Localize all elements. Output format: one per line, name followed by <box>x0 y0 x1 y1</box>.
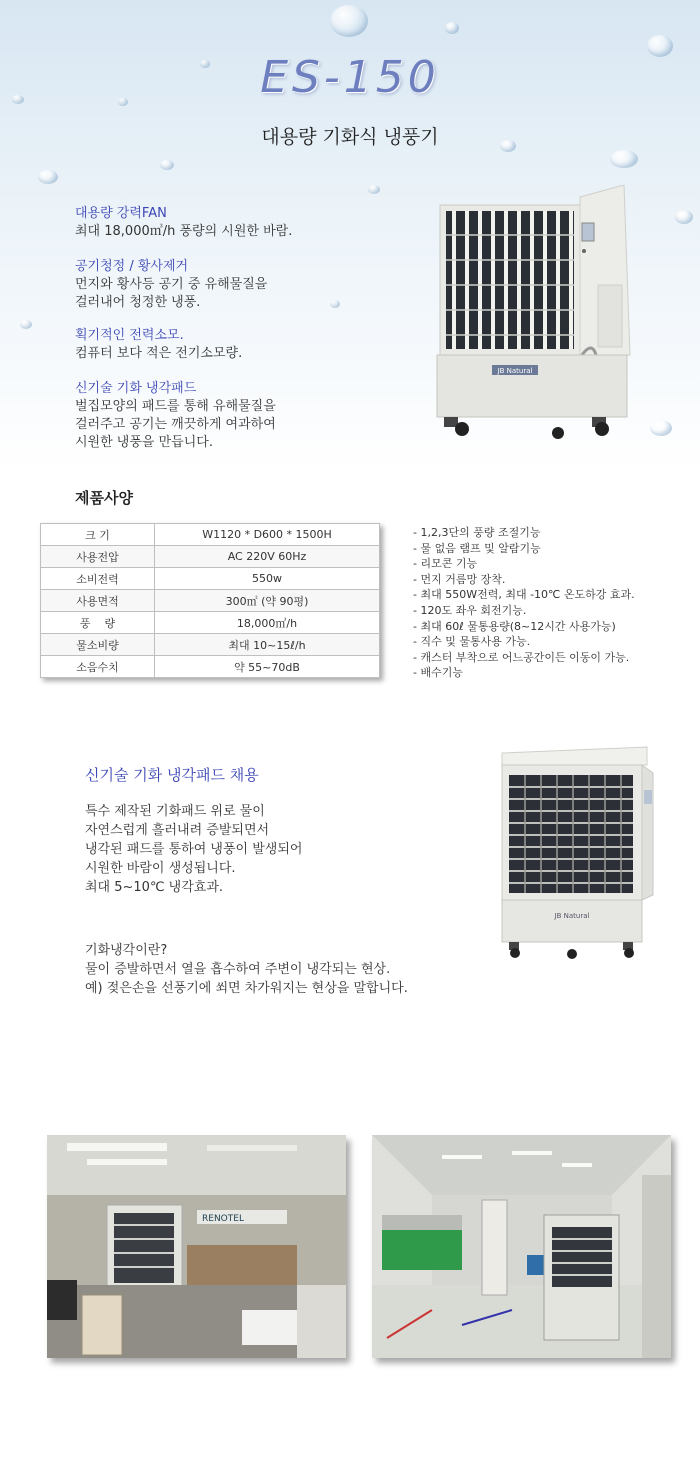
spec-key: 소비전력 <box>41 568 155 590</box>
list-item: - 배수기능 <box>413 666 463 680</box>
list-item: - 최대 60ℓ 물통용량(8~12시간 사용가능) <box>413 619 616 633</box>
spec-value: 550w <box>155 568 380 590</box>
water-drop <box>20 320 32 329</box>
table-row <box>41 612 380 634</box>
hero-banner <box>0 0 700 470</box>
list-item: - 물 없음 램프 및 알람기능 <box>413 541 541 555</box>
evaporative-cooling-explanation: 기화냉각이란? 물이 증발하면서 열을 흡수하여 주변이 냉각되는 현상. 예) 젖은손을 선풍기에 쐬면 차가워지는 현상을 말합니다. <box>85 943 408 996</box>
product-image <box>432 185 637 440</box>
table-row <box>41 546 380 568</box>
product-image-front <box>497 745 657 960</box>
water-drop <box>610 150 638 168</box>
feature-heading: 획기적인 전력소모. <box>75 328 184 343</box>
spec-value: AC 220V 60Hz <box>155 546 380 568</box>
feature-text: 먼지와 황사등 공기 중 유해물질을 걸러내어 청정한 냉풍. <box>75 277 268 310</box>
spec-key: 소음수치 <box>41 656 155 678</box>
table-row <box>41 568 380 590</box>
list-item: - 최대 550W전력, 최대 -10℃ 온도하강 효과. <box>413 588 635 602</box>
list-item: - 먼지 거름망 장착. <box>413 572 506 586</box>
spec-key: 사용전압 <box>41 546 155 568</box>
spec-value: 최대 10~15ℓ/h <box>155 634 380 656</box>
product-label: JB Natural <box>497 367 533 375</box>
list-item: - 캐스터 부착으로 어느공간이든 이동이 가능. <box>413 650 630 664</box>
list-item: - 직수 및 물통사용 가능. <box>413 635 531 649</box>
water-drop <box>650 420 672 436</box>
feature-fan <box>75 205 415 241</box>
feature-air-purify <box>75 258 415 312</box>
spec-table <box>40 523 380 678</box>
spec-key: 물소비량 <box>41 634 155 656</box>
water-drop <box>160 160 174 170</box>
spec-value: 18,000㎥/h <box>155 612 380 634</box>
list-item: - 120도 좌우 회전기능. <box>413 603 527 617</box>
cooling-pad-title: 신기술 기화 냉각패드 채용 <box>85 766 259 784</box>
spec-title: 제품사양 <box>75 489 133 507</box>
feature-heading: 공기청정 / 황사제거 <box>75 259 189 274</box>
feature-text: 벌집모양의 패드를 통해 유해물질을 걸러주고 공기는 깨끗하게 여과하여 시원한 냉풍을 만듭니다. <box>75 399 276 450</box>
installation-photo-factory <box>372 1135 671 1358</box>
spec-key: 크 기 <box>41 524 155 546</box>
feature-notes-list <box>413 525 635 681</box>
model-title: ES-150 <box>260 52 440 103</box>
wall-sign: RENOTEL <box>202 1214 244 1224</box>
table-row <box>41 656 380 678</box>
feature-power <box>75 327 415 363</box>
feature-heading: 대용량 강력FAN <box>75 206 167 221</box>
water-drop <box>368 185 380 194</box>
water-drop <box>445 22 459 34</box>
table-row <box>41 634 380 656</box>
spec-key: 풍 량 <box>41 612 155 634</box>
table-row <box>41 590 380 612</box>
spec-value: 약 55~70dB <box>155 656 380 678</box>
feature-text: 최대 18,000㎥/h 풍량의 시원한 바람. <box>75 224 293 239</box>
product-label: JB Natural <box>554 912 590 920</box>
water-drop <box>675 210 693 224</box>
table-row <box>41 524 380 546</box>
water-drop <box>38 170 58 184</box>
water-drop <box>330 5 368 37</box>
spec-value: 300㎡ (약 90평) <box>155 590 380 612</box>
list-item: - 리모콘 기능 <box>413 557 478 571</box>
installation-photo-office <box>47 1135 346 1358</box>
list-item: - 1,2,3단의 풍량 조절기능 <box>413 526 541 539</box>
product-subtitle: 대용량 기화식 냉풍기 <box>261 126 439 148</box>
spec-key: 사용면적 <box>41 590 155 612</box>
feature-text: 컴퓨터 보다 적은 전기소모량. <box>75 346 243 361</box>
feature-cooling-pad <box>75 380 415 452</box>
feature-heading: 신기술 기화 냉각패드 <box>75 381 197 396</box>
cooling-pad-text: 특수 제작된 기화패드 위로 물이 자연스럽게 흘러내려 증발되면서 냉각된 패드를 통하여 냉풍이 발생되어 시원한 바람이 생성됩니다. 최대 5~10℃ 냉각효과. <box>85 804 303 895</box>
spec-value: W1120 * D600 * 1500H <box>155 524 380 546</box>
